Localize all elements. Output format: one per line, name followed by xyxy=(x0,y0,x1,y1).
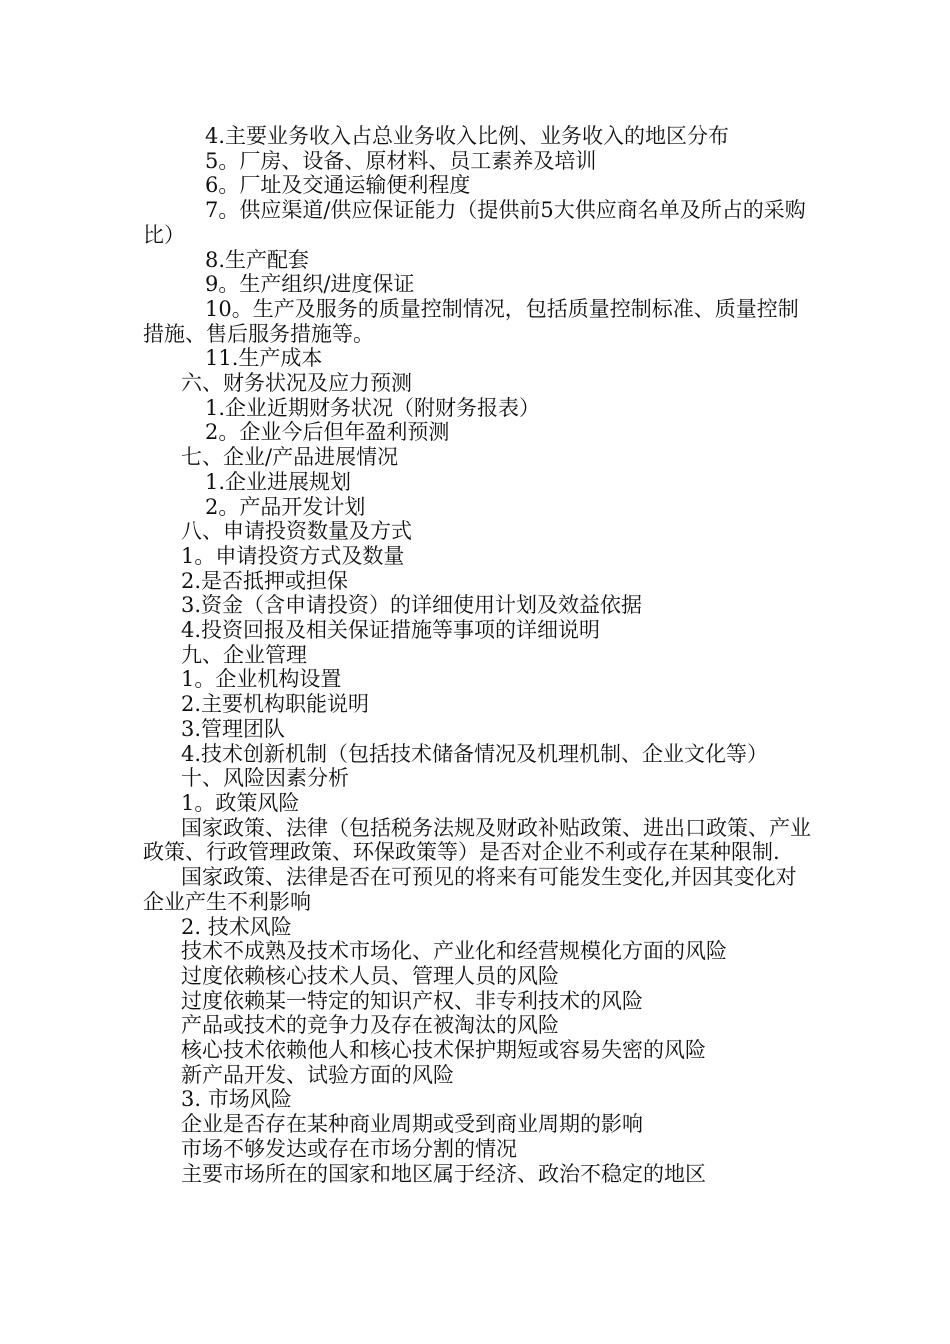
text-line: 10。生产及服务的质量控制情况，包括质量控制标准、质量控制措施、售后服务措施等。 xyxy=(143,296,799,346)
text-line: 4.投资回报及相关保证措施等事项的详细说明 xyxy=(181,618,601,643)
text-line: 9。生产组织/进度保证 xyxy=(205,272,415,297)
text-line: 七、企业/产品进展情况 xyxy=(181,445,399,470)
text-line: 1。申请投资方式及数量 xyxy=(181,543,405,568)
text-line: 市场不够发达或存在市场分割的情况 xyxy=(181,1136,517,1161)
text-line: 新产品开发、试验方面的风险 xyxy=(181,1062,454,1087)
text-line: 1。政策风险 xyxy=(181,790,300,815)
text-line: 8.生产配套 xyxy=(205,247,310,272)
text-line: 3. 市场风险 xyxy=(181,1087,292,1112)
text-line: 2.主要机构职能说明 xyxy=(181,692,370,717)
text-line: 九、企业管理 xyxy=(181,642,307,667)
document-body xyxy=(143,124,815,1186)
text-line: 1.企业近期财务状况（附财务报表） xyxy=(205,395,541,420)
text-line: 6。厂址及交通运输便利程度 xyxy=(205,173,471,198)
text-line: 2. 技术风险 xyxy=(181,914,292,939)
text-line: 六、财务状况及应力预测 xyxy=(181,371,412,396)
text-line: 4.技术创新机制（包括技术储备情况及机理机制、企业文化等） xyxy=(181,741,769,766)
text-line: 国家政策、法律是否在可预见的将来有可能发生变化,并因其变化对企业产生不利影响 xyxy=(143,865,797,914)
text-line: 5。厂房、设备、原材料、员工素养及培训 xyxy=(205,148,597,173)
text-line: 11.生产成本 xyxy=(205,346,323,371)
text-line: 十、风险因素分析 xyxy=(181,766,349,791)
text-line: 核心技术依赖他人和核心技术保护期短或容易失密的风险 xyxy=(181,1038,706,1063)
text-line: 2。企业今后但年盈利预测 xyxy=(205,420,450,445)
text-line: 国家政策、法律（包括税务法规及财政补贴政策、进出口政策、产业政策、行政管理政策、环保政策等）是否对企业不利或存在某种限制. xyxy=(143,815,811,865)
text-line: 技术不成熟及技术市场化、产业化和经营规模化方面的风险 xyxy=(181,939,727,964)
text-line: 3.管理团队 xyxy=(181,716,286,741)
text-line: 企业是否存在某种商业周期或受到商业周期的影响 xyxy=(181,1112,643,1137)
text-line: 主要市场所在的国家和地区属于经济、政治不稳定的地区 xyxy=(181,1161,706,1186)
text-line: 2。产品开发计划 xyxy=(205,494,366,519)
text-line: 过度依赖核心技术人员、管理人员的风险 xyxy=(181,963,559,988)
text-line: 3.资金（含申请投资）的详细使用计划及效益依据 xyxy=(181,593,643,618)
text-line: 2.是否抵押或担保 xyxy=(181,568,349,593)
text-line: 1。企业机构设置 xyxy=(181,667,342,692)
text-line: 7。供应渠道/供应保证能力（提供前5大供应商名单及所占的采购比） xyxy=(143,198,806,247)
text-line: 产品或技术的竞争力及存在被淘汰的风险 xyxy=(181,1013,559,1038)
text-line: 过度依赖某一特定的知识产权、非专利技术的风险 xyxy=(181,988,643,1013)
text-line: 4.主要业务收入占总业务收入比例、业务收入的地区分布 xyxy=(205,124,730,148)
text-line: 八、申请投资数量及方式 xyxy=(181,519,412,544)
text-line: 1.企业进展规划 xyxy=(205,469,352,494)
